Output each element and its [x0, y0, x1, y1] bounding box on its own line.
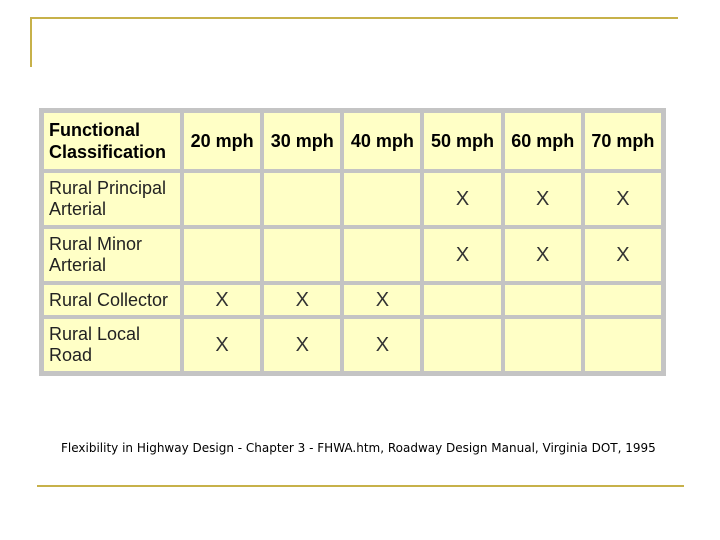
- classification-cell: Rural Principal Arterial: [42, 171, 182, 227]
- header-70-mph: 70 mph: [583, 111, 663, 171]
- mark-cell: [422, 283, 502, 317]
- header-30-mph: 30 mph: [262, 111, 342, 171]
- frame-rule-top: [30, 17, 678, 19]
- header-60-mph: 60 mph: [503, 111, 583, 171]
- mark-cell: [182, 171, 262, 227]
- mark-cell: X: [262, 283, 342, 317]
- frame-rule-left: [30, 17, 32, 67]
- classification-cell: Rural Minor Arterial: [42, 227, 182, 283]
- header-functional-classification: Functional Classification: [42, 111, 182, 171]
- mark-cell: X: [503, 171, 583, 227]
- mark-cell: [262, 171, 342, 227]
- mark-cell: X: [583, 227, 663, 283]
- mark-cell: X: [182, 283, 262, 317]
- mark-cell: X: [503, 227, 583, 283]
- design-speed-table: [39, 108, 666, 376]
- mark-cell: X: [583, 171, 663, 227]
- mark-cell: [583, 283, 663, 317]
- table-row-rural-local-road: [42, 317, 663, 373]
- mark-cell: X: [342, 317, 422, 373]
- table-row-rural-principal-arterial: [42, 171, 663, 227]
- mark-cell: X: [422, 227, 502, 283]
- source-caption: Flexibility in Highway Design - Chapter 3 - FHWA.htm, Roadway Design Manual, Virginia DOT, 1995: [61, 441, 656, 455]
- header-40-mph: 40 mph: [342, 111, 422, 171]
- table-row-rural-minor-arterial: [42, 227, 663, 283]
- mark-cell: [503, 317, 583, 373]
- header-20-mph: 20 mph: [182, 111, 262, 171]
- frame-rule-bottom: [37, 485, 684, 487]
- mark-cell: [342, 227, 422, 283]
- mark-cell: [422, 317, 502, 373]
- mark-cell: [262, 227, 342, 283]
- mark-cell: X: [342, 283, 422, 317]
- mark-cell: X: [422, 171, 502, 227]
- mark-cell: X: [262, 317, 342, 373]
- table-header-row: [42, 111, 663, 171]
- mark-cell: [342, 171, 422, 227]
- mark-cell: [182, 227, 262, 283]
- mark-cell: [583, 317, 663, 373]
- classification-cell: Rural Collector: [42, 283, 182, 317]
- table-row-rural-collector: [42, 283, 663, 317]
- header-50-mph: 50 mph: [422, 111, 502, 171]
- mark-cell: [503, 283, 583, 317]
- mark-cell: X: [182, 317, 262, 373]
- classification-cell: Rural Local Road: [42, 317, 182, 373]
